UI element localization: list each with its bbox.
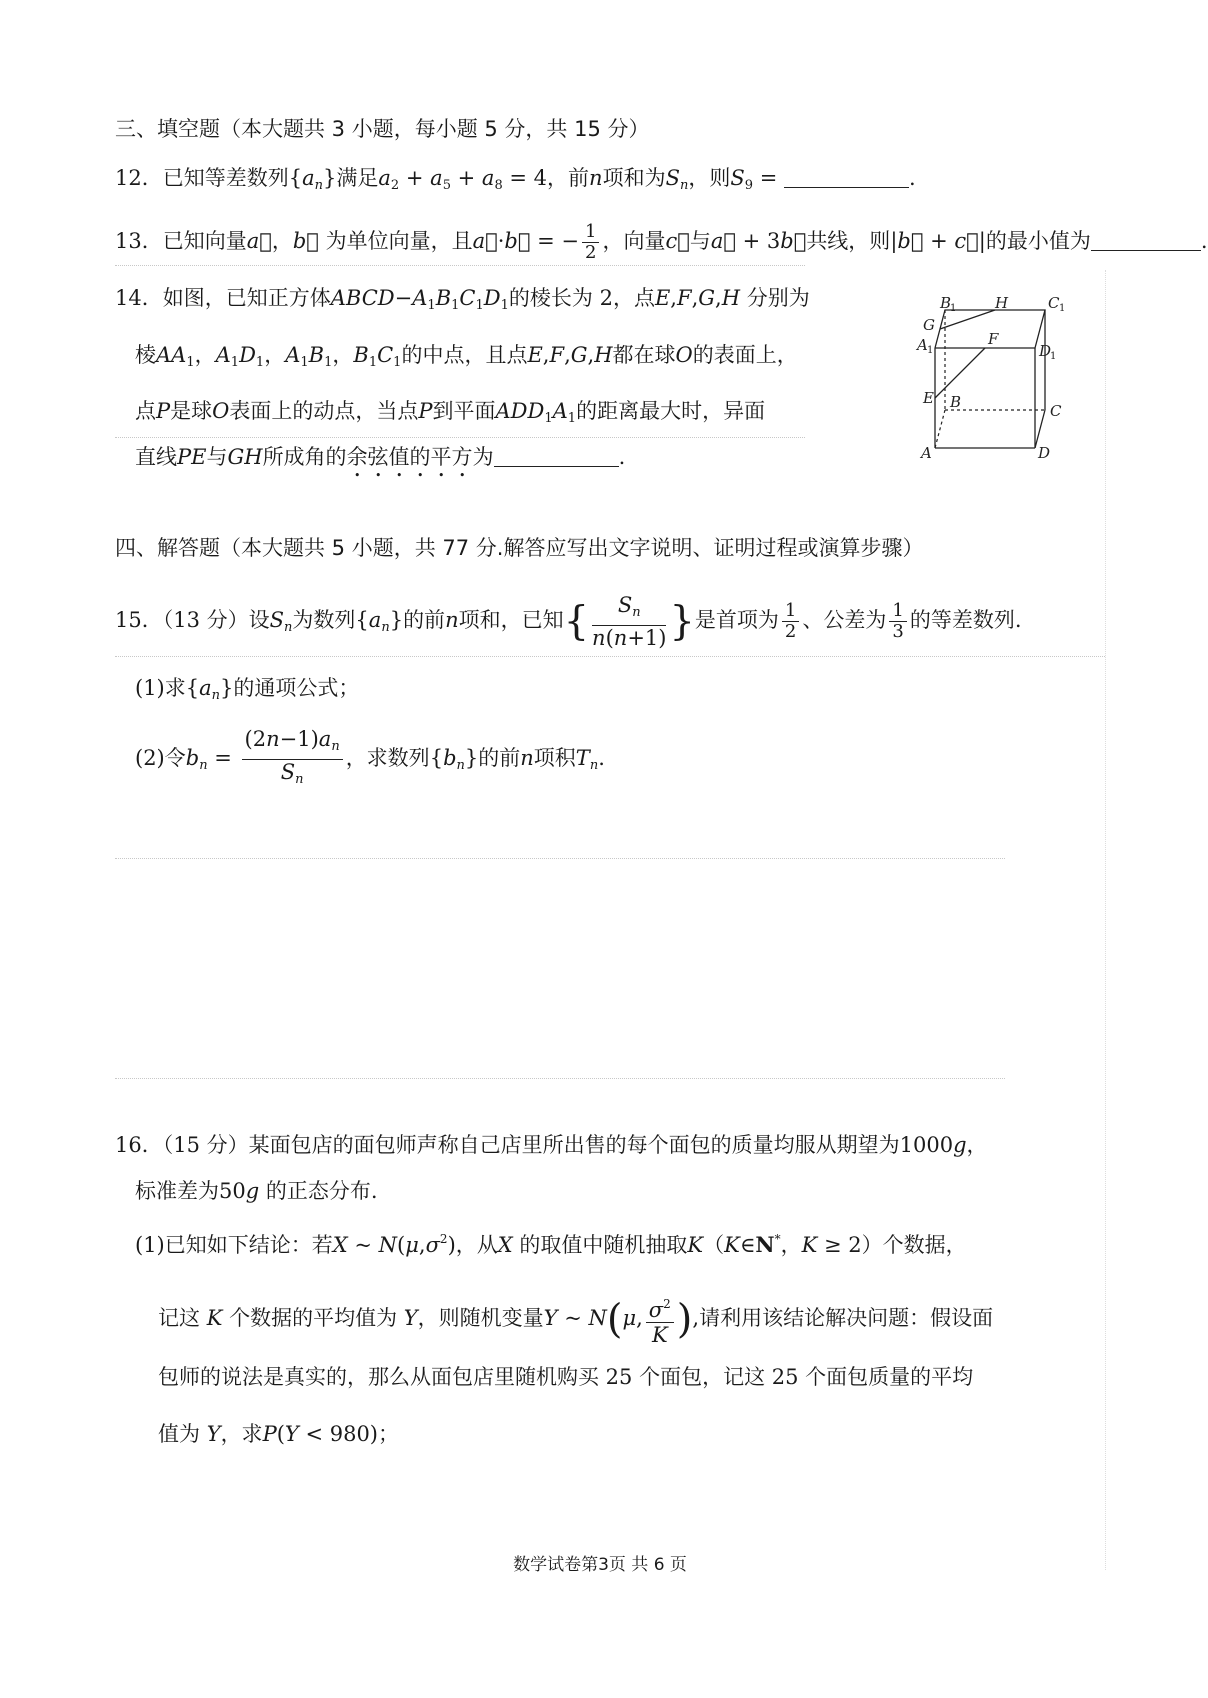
answer-blank[interactable] [1091, 230, 1201, 251]
segment-ef [935, 348, 985, 398]
label-f: F [988, 330, 999, 348]
question-16-part-1-line-1: (1)已知如下结论：若X ~ $N(\mu,\sigma^2)$，从X 的取值中随机抽取K（K∈N*，K ≥ 2）个数据， [135, 1232, 967, 1257]
segment-gh [940, 310, 995, 329]
cube-figure [895, 294, 1095, 495]
label-c: C [1050, 402, 1062, 420]
right-margin-dotted-line [1105, 270, 1106, 1570]
label-a: A [921, 444, 932, 462]
divider [115, 858, 1005, 859]
cube-hidden-edge [935, 410, 945, 448]
question-16-part-1-line-4: 值为 Y，求P(Y < 980)； [158, 1422, 400, 1446]
question-13: 13．已知向量a⃗，b⃗ 为单位向量，且a⃗·b⃗ = − $\frac{1}{2}$ ，向量c⃗与a⃗ + 3b⃗共线，则|b⃗ + c⃗|的最小值为 . [115, 221, 1208, 263]
svg-text:1: 1 [950, 303, 957, 314]
question-14-line-4: 直线PE与GH所成角的余弦值的平方为 . [135, 445, 626, 469]
cube-edge [1035, 410, 1045, 448]
label-d: D [1038, 444, 1051, 462]
label-b1: B [940, 294, 952, 312]
question-14-line-3: 点P是球O表面上的动点，当点P到平面$ADD_1A_1$的距离最大时，异面 [135, 399, 766, 426]
divider [115, 437, 805, 438]
label-e: E [923, 389, 934, 407]
page-footer: 数学试卷第3页 共 6 页 [513, 1555, 687, 1575]
question-16-line-1: 16．（15 分）某面包店的面包师声称自己店里所出售的每个面包的质量均服从期望为1000g， [115, 1133, 988, 1157]
question-12: 12．已知等差数列$\{a_n\}$满足$a_2 + a_5 + a_8 = 4$，前n项和为$S_n$，则$S_9$ = . [115, 166, 916, 193]
divider [115, 656, 1105, 657]
section-3-title: 三、填空题（本大题共 3 小题，每小题 5 分，共 15 分） [115, 117, 650, 141]
svg-text:1: 1 [1050, 351, 1057, 362]
section-4-title: 四、解答题（本大题共 5 小题，共 77 分.解答应写出文字说明、证明过程或演算步骤） [115, 536, 924, 560]
question-16-part-1-line-3: 包师的说法是真实的，那么从面包店里随机购买 25 个面包，记这 25 个面包质量的平均 [158, 1365, 974, 1389]
answer-blank[interactable] [494, 446, 619, 467]
divider [115, 1078, 1005, 1079]
label-b: B [950, 393, 962, 411]
question-14-line-2: 棱$AA_1$，$A_1D_1$，$A_1B_1$，$B_1C_1$的中点，且点E,F,G,H都在球O的表面上， [135, 343, 798, 370]
divider [115, 265, 805, 266]
label-c1: C [1048, 294, 1060, 312]
svg-text:1: 1 [927, 345, 934, 356]
svg-text:1: 1 [1059, 303, 1066, 314]
question-14-line-1: 14．如图，已知正方体$ABCD-A_1B_1C_1D_1$的棱长为 2，点E,F,G,H 分别为 [115, 286, 810, 313]
label-g: G [923, 316, 935, 334]
question-15-part-2: (2)令$b_n$ = $\frac{(2n-1)a_n}{S_n}$ ，求数列$\{b_n\}$的前n项积$T_n$. [135, 727, 605, 787]
question-15-part-1: (1)求$\{a_n\}$的通项公式； [135, 676, 360, 703]
question-15: 15．（13 分）设$S_n$为数列$\{a_n\}$的前n项和，已知{ $\frac{S_n}{n(n+1)}$ }是首项为 $\frac{1}{2}$ 、公差为 $\frac{1}{3}$ 的等差数列. [115, 593, 1022, 650]
label-h: H [995, 294, 1009, 312]
answer-blank[interactable] [784, 167, 909, 188]
question-16-line-2: 标准差为50g 的正态分布. [135, 1179, 378, 1203]
label-d1: D [1039, 342, 1052, 360]
question-16-part-1-line-2: 记这 K 个数据的平均值为 Y，则随机变量Y ~ N(μ, $\frac{\sigma^2}{K}$ ),请利用该结论解决问题：假设面 [158, 1292, 993, 1347]
label-a1: A [917, 336, 928, 354]
